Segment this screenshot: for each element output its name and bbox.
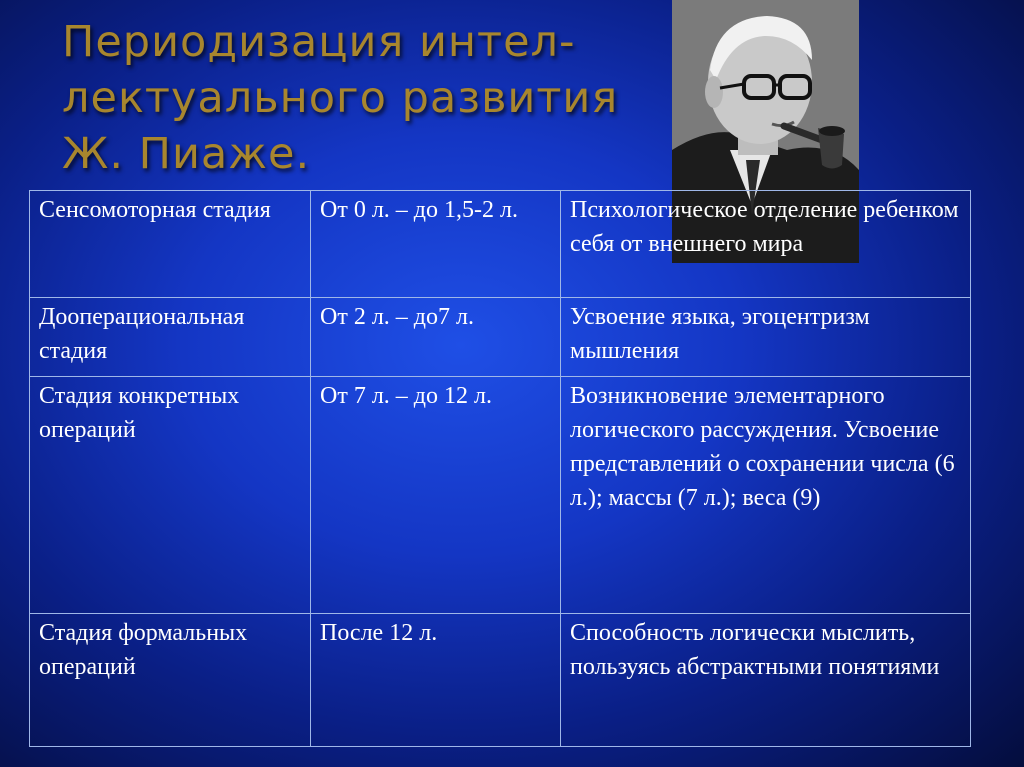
slide-title <box>62 14 682 182</box>
title-line: Периодизация интел- <box>62 17 576 67</box>
title-line: лектуального развития <box>62 73 619 123</box>
stage-description-cell: Усвоение языка, эгоцентризм мышления <box>561 298 971 377</box>
title-line: Ж. Пиаже. <box>62 129 311 179</box>
stage-name-cell: Сенсомоторная стадия <box>30 191 311 298</box>
stages-table <box>29 190 971 747</box>
table-row <box>30 377 971 614</box>
table-row <box>30 298 971 377</box>
table-row <box>30 191 971 298</box>
stage-age-cell: От 7 л. – до 12 л. <box>311 377 561 614</box>
stage-age-cell: От 0 л. – до 1,5-2 л. <box>311 191 561 298</box>
stage-name-cell: Стадия конкретных операций <box>30 377 311 614</box>
stage-age-cell: После 12 л. <box>311 614 561 747</box>
stage-age-cell: От 2 л. – до7 л. <box>311 298 561 377</box>
stage-description-cell: Способность логически мыслить, пользуясь абстрактными понятиями <box>561 614 971 747</box>
stage-description-cell: Возникновение элементарного логического рассуждения. Усвоение представлений о сохранении числа (6 л.); массы (7 л.); веса (9) <box>561 377 971 614</box>
stage-description-cell: Психологическое отделение ребенком себя от внешнего мира <box>561 191 971 298</box>
stage-name-cell: Дооперациональная стадия <box>30 298 311 377</box>
table-row <box>30 614 971 747</box>
stage-name-cell: Стадия формальных операций <box>30 614 311 747</box>
